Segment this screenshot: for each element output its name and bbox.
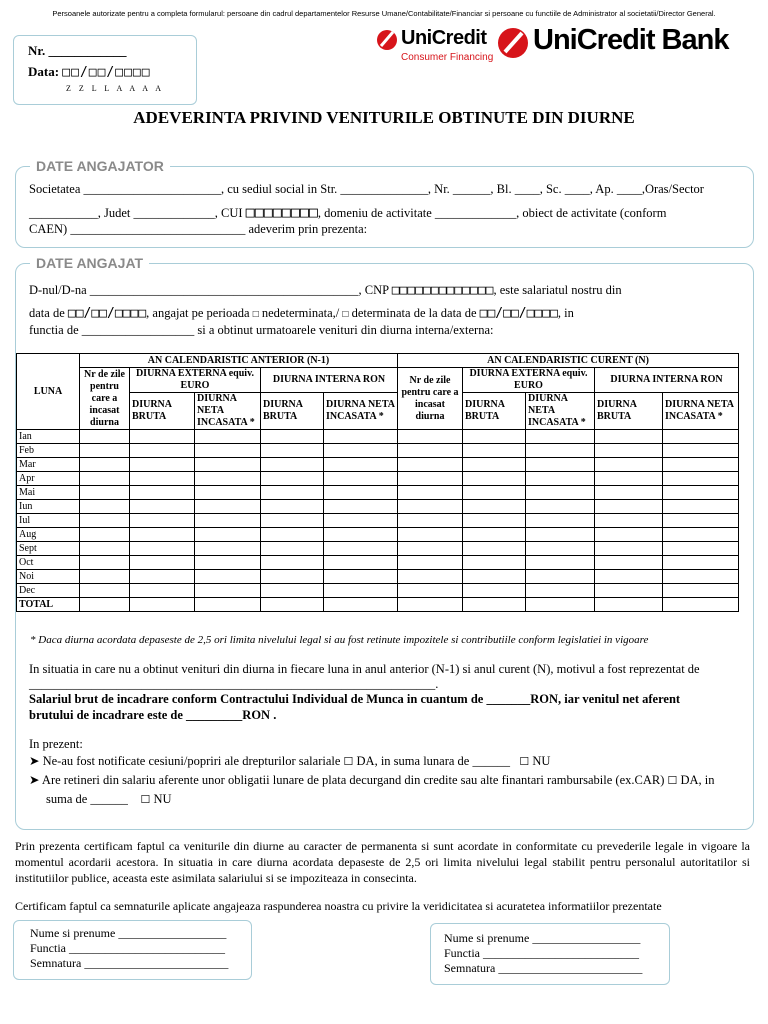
signature-right-fields (444, 931, 642, 976)
employer-judet-cui: ___________, Judet _____________, CUI (29, 206, 243, 220)
table-cell[interactable] (195, 514, 261, 528)
table-cell[interactable] (398, 500, 463, 514)
table-cell[interactable] (526, 570, 595, 584)
cui-squares[interactable]: □□□□□□□□ (245, 203, 318, 221)
table-row (17, 514, 739, 528)
indefinite-checkbox[interactable]: □ (252, 309, 259, 320)
certification-line: Certificam faptul ca semnaturile aplicate angajeaza raspunderea noastra cu privire la veridicitatea si acuratetea informatiilor prezentate (15, 899, 662, 913)
bullet-1-da: DA, in suma lunara de ______ (356, 754, 510, 768)
table-cell[interactable] (195, 584, 261, 598)
table-cell[interactable] (80, 458, 130, 472)
employee-since: , este salariatul nostru din (493, 283, 622, 297)
employee-name-cnp: D-nul/D-na ___________________________________________, CNP (29, 283, 389, 297)
table-cell[interactable] (663, 514, 739, 528)
signature-left-fields (30, 926, 228, 971)
table-cell[interactable] (595, 430, 663, 444)
table-cell[interactable] (80, 584, 130, 598)
table-cell[interactable] (463, 486, 526, 500)
table-cell[interactable] (261, 514, 324, 528)
table-cell[interactable] (80, 528, 130, 542)
cnp-squares[interactable]: □□□□□□□□□□□□□ (391, 283, 494, 298)
table-row (17, 472, 739, 486)
month-label: Feb (17, 444, 80, 458)
table-row (17, 584, 739, 598)
table-cell[interactable] (130, 528, 195, 542)
table-row (17, 500, 739, 514)
table-cell[interactable] (595, 556, 663, 570)
month-label: Iul (17, 514, 80, 528)
table-cell[interactable] (398, 444, 463, 458)
in-label: , in (557, 306, 574, 320)
table-cell[interactable] (324, 584, 398, 598)
previous-year-header: AN CALENDARISTIC ANTERIOR (N-1) (80, 354, 398, 368)
current-year-header: AN CALENDARISTIC CURENT (N) (398, 354, 739, 368)
table-cell[interactable] (663, 598, 739, 612)
table-cell[interactable] (195, 444, 261, 458)
unicredit-bank-emblem-icon (497, 26, 531, 60)
table-cell[interactable] (195, 598, 261, 612)
table-cell[interactable] (80, 542, 130, 556)
table-cell[interactable] (261, 598, 324, 612)
table-cell[interactable] (130, 598, 195, 612)
table-cell[interactable] (195, 430, 261, 444)
left-function-field[interactable]: Functia __________________________ (30, 941, 225, 955)
table-cell[interactable] (663, 570, 739, 584)
table-cell[interactable] (595, 570, 663, 584)
table-cell[interactable] (261, 430, 324, 444)
table-cell[interactable] (195, 570, 261, 584)
table-cell[interactable] (80, 598, 130, 612)
cesiuni-nu-checkbox[interactable]: ☐ (519, 756, 530, 768)
table-cell[interactable] (130, 570, 195, 584)
table-row (17, 444, 739, 458)
table-row (17, 570, 739, 584)
table-cell[interactable] (463, 500, 526, 514)
certification-paragraph: Prin prezenta certificam faptul ca veniturile din diurne au caracter de permanenta si sunt acordate in conformitate cu prevederile legale in vigoare la momentul acordarii acestora. In situatia in care diurna acordata depaseste de 2,5 ori limita nivelului legal stabilit pentru personalul autoritatilor si institutiilor publice, aceasta este asimilata salariului si se impoziteaza in consecinta. (15, 839, 750, 885)
table-cell[interactable] (195, 528, 261, 542)
bullet-2-sum[interactable]: suma de ______ (46, 792, 128, 806)
table-cell[interactable] (663, 430, 739, 444)
per-diem-table (16, 353, 739, 612)
definite-date-squares[interactable]: □□/□□/□□□□ (479, 306, 558, 321)
table-cell[interactable] (595, 486, 663, 500)
right-name-field[interactable]: Nume si prenume __________________ (444, 931, 641, 945)
table-cell[interactable] (130, 542, 195, 556)
definite-checkbox[interactable]: □ (342, 309, 349, 320)
prev-external-header: DIURNA EXTERNA equiv. EURO (130, 368, 261, 393)
table-cell[interactable] (595, 598, 663, 612)
table-cell[interactable] (595, 584, 663, 598)
employee-date-label: data de (29, 306, 65, 320)
table-cell[interactable] (261, 500, 324, 514)
table-cell[interactable] (398, 514, 463, 528)
right-function-field[interactable]: Functia __________________________ (444, 946, 639, 960)
employer-activity: , domeniu de activitate _____________, obiect de activitate (conform (317, 206, 667, 220)
table-cell[interactable] (398, 584, 463, 598)
table-cell[interactable] (130, 556, 195, 570)
table-cell[interactable] (398, 430, 463, 444)
table-cell[interactable] (324, 500, 398, 514)
bullet-1-nu: NU (532, 754, 551, 768)
total-row (17, 598, 739, 612)
table-cell[interactable] (130, 584, 195, 598)
table-cell[interactable] (526, 514, 595, 528)
bullet-2-cont (46, 790, 172, 810)
date-label: Data: (28, 64, 60, 79)
table-cell[interactable] (261, 570, 324, 584)
table-cell[interactable] (663, 444, 739, 458)
table-cell[interactable] (526, 444, 595, 458)
right-signature-field[interactable]: Semnatura ________________________ (444, 961, 643, 975)
document-date-field[interactable] (28, 64, 151, 80)
table-row (17, 556, 739, 570)
table-cell[interactable] (463, 528, 526, 542)
table-cell[interactable] (80, 514, 130, 528)
reason-blank[interactable]: _________________________________________________________________. (29, 677, 439, 691)
table-cell[interactable] (526, 584, 595, 598)
table-cell[interactable] (526, 500, 595, 514)
table-cell[interactable] (80, 444, 130, 458)
table-cell[interactable] (398, 556, 463, 570)
retineri-da-checkbox[interactable]: ☐ (667, 775, 678, 787)
authorized-persons-note: Persoanele autorizate pentru a completa formularul: persoane din cadrul departamentelor Resurse Umane/Contabilitate/Financiar si persoane cu functiile de Administrator al societatii/Director General. (52, 9, 716, 18)
table-cell[interactable] (463, 458, 526, 472)
prev-int-bruta-header: DIURNA BRUTA (261, 393, 324, 430)
table-cell[interactable] (463, 444, 526, 458)
date-squares[interactable]: □□/□□/□□□□ (62, 65, 151, 80)
left-name-field[interactable]: Nume si prenume __________________ (30, 926, 227, 940)
employer-line-3[interactable]: CAEN) ____________________________ adeverim prin prezenta: (29, 222, 368, 236)
table-cell[interactable] (398, 472, 463, 486)
arrow-bullet-icon: ➤ (29, 754, 40, 768)
table-cell[interactable] (463, 430, 526, 444)
logo1-subtitle: Consumer Financing (401, 52, 494, 63)
bullet-2 (29, 771, 715, 791)
salary-line-1[interactable]: Salariul brut de incadrare conform Contractului Individual de Munca in cuantum de _______RON, iar venitul net aferent (29, 692, 681, 706)
table-cell[interactable] (324, 598, 398, 612)
logo2-name: UniCredit Bank (533, 24, 729, 56)
table-cell[interactable] (261, 472, 324, 486)
table-cell[interactable] (130, 472, 195, 486)
table-cell[interactable] (261, 542, 324, 556)
month-label: Ian (17, 430, 80, 444)
table-cell[interactable] (324, 458, 398, 472)
table-cell[interactable] (663, 584, 739, 598)
table-cell[interactable] (195, 500, 261, 514)
table-cell[interactable] (526, 458, 595, 472)
table-cell[interactable] (80, 430, 130, 444)
table-row (17, 528, 739, 542)
unicredit-consumer-financing-logo (375, 26, 493, 68)
table-cell[interactable] (463, 472, 526, 486)
table-cell[interactable] (526, 430, 595, 444)
table-cell[interactable] (663, 472, 739, 486)
luna-header: LUNA (17, 354, 80, 430)
table-cell[interactable] (663, 486, 739, 500)
table-cell[interactable] (324, 444, 398, 458)
table-cell[interactable] (195, 486, 261, 500)
table-cell[interactable] (324, 542, 398, 556)
month-label: Aug (17, 528, 80, 542)
month-label: Mar (17, 458, 80, 472)
table-cell[interactable] (463, 542, 526, 556)
table-cell[interactable] (595, 500, 663, 514)
month-label: Sept (17, 542, 80, 556)
in-prezent-label: In prezent: (29, 737, 83, 751)
table-cell[interactable] (130, 430, 195, 444)
table-cell[interactable] (80, 500, 130, 514)
table-row (17, 486, 739, 500)
retineri-nu-checkbox[interactable]: ☐ (140, 794, 151, 806)
table-cell[interactable] (195, 458, 261, 472)
employee-line-1[interactable] (29, 281, 622, 300)
definite-label: determinata de la data de (351, 306, 477, 320)
table-cell[interactable] (261, 444, 324, 458)
employment-period-label: , angajat pe perioada (146, 306, 250, 320)
table-cell[interactable] (463, 514, 526, 528)
table-cell[interactable] (398, 570, 463, 584)
table-cell[interactable] (80, 486, 130, 500)
table-cell[interactable] (595, 472, 663, 486)
table-cell[interactable] (130, 486, 195, 500)
table-cell[interactable] (526, 486, 595, 500)
table-cell[interactable] (526, 542, 595, 556)
bullet-1-text: Ne-au fost notificate cesiuni/popriri ale drepturilor salariale (42, 754, 341, 768)
table-cell[interactable] (324, 570, 398, 584)
prev-ext-bruta-header: DIURNA BRUTA (130, 393, 195, 430)
table-row (17, 458, 739, 472)
bullet-2-nu: NU (153, 792, 172, 806)
table-cell[interactable] (261, 584, 324, 598)
table-cell[interactable] (261, 486, 324, 500)
table-cell[interactable] (398, 486, 463, 500)
table-cell[interactable] (463, 584, 526, 598)
table-cell[interactable] (130, 514, 195, 528)
date-format-hint: Z Z L L A A A A (66, 84, 164, 93)
prev-days-header: Nr de zile pentru care a incasat diurna (80, 368, 130, 430)
table-cell[interactable] (663, 458, 739, 472)
bullet-1 (29, 752, 550, 772)
month-label: Iun (17, 500, 80, 514)
document-number-field[interactable]: Nr. ____________ (28, 43, 127, 58)
table-cell[interactable] (261, 528, 324, 542)
table-cell[interactable] (261, 556, 324, 570)
month-label: Noi (17, 570, 80, 584)
table-cell[interactable] (595, 528, 663, 542)
table-cell[interactable] (398, 528, 463, 542)
table-cell[interactable] (324, 556, 398, 570)
month-label: Mai (17, 486, 80, 500)
table-cell[interactable] (80, 570, 130, 584)
document-title: ADEVERINTA PRIVIND VENITURILE OBTINUTE DIN DIURNE (133, 108, 635, 127)
table-cell[interactable] (324, 472, 398, 486)
table-cell[interactable] (526, 598, 595, 612)
table-cell[interactable] (526, 556, 595, 570)
table-cell[interactable] (663, 500, 739, 514)
employment-date-squares[interactable]: □□/□□/□□□□ (67, 306, 147, 321)
table-cell[interactable] (398, 542, 463, 556)
table-cell[interactable] (195, 556, 261, 570)
employer-section-title: DATE ANGAJATOR (30, 158, 170, 174)
month-label: TOTAL (17, 598, 80, 612)
table-cell[interactable] (663, 542, 739, 556)
employee-section-title: DATE ANGAJAT (30, 255, 149, 271)
reason-line: In situatia in care nu a obtinut venituri din diurna in fiecare luna in anul anterior (N-1) si anul curent (N), motivul a fost reprezentat de (29, 662, 700, 676)
curr-internal-header: DIURNA INTERNA RON (595, 368, 739, 393)
table-cell[interactable] (195, 542, 261, 556)
table-cell[interactable] (595, 458, 663, 472)
table-cell[interactable] (398, 598, 463, 612)
table-cell[interactable] (463, 570, 526, 584)
table-cell[interactable] (526, 528, 595, 542)
curr-external-header: DIURNA EXTERNA equiv. EURO (463, 368, 595, 393)
logo1-name: UniCredit (401, 27, 487, 49)
month-label: Dec (17, 584, 80, 598)
table-cell[interactable] (324, 486, 398, 500)
employer-line-1[interactable]: Societatea ______________________, cu sediul social in Str. ______________, Nr. ______, Bl. ____, Sc. ____, Ap. ____,Oras/Sector (29, 182, 704, 196)
month-label: Apr (17, 472, 80, 486)
bullet-2-da: DA, in (680, 773, 715, 787)
table-cell[interactable] (398, 458, 463, 472)
table-cell[interactable] (130, 500, 195, 514)
curr-int-bruta-header: DIURNA BRUTA (595, 393, 663, 430)
cesiuni-da-checkbox[interactable]: ☐ (343, 756, 354, 768)
curr-days-header: Nr de zile pentru care a incasat diurna (398, 368, 463, 430)
table-cell[interactable] (663, 528, 739, 542)
curr-int-neta-header: DIURNA NETA INCASATA * (663, 393, 739, 430)
table-cell[interactable] (80, 556, 130, 570)
arrow-bullet-icon: ➤ (29, 773, 40, 787)
table-cell[interactable] (195, 472, 261, 486)
table-cell[interactable] (595, 514, 663, 528)
bullet-2-text: Are retineri din salariu aferente unor obligatii lunare de plata decurgand din credite sau alte finantari rambursabile (ex.CAR) (41, 773, 665, 787)
table-cell[interactable] (324, 528, 398, 542)
curr-ext-bruta-header: DIURNA BRUTA (463, 393, 526, 430)
table-cell[interactable] (324, 430, 398, 444)
month-label: Oct (17, 556, 80, 570)
table-cell[interactable] (526, 472, 595, 486)
indefinite-label: nedeterminata,/ (261, 306, 340, 320)
table-cell[interactable] (595, 542, 663, 556)
table-cell[interactable] (80, 472, 130, 486)
left-signature-field[interactable]: Semnatura ________________________ (30, 956, 229, 970)
table-cell[interactable] (463, 556, 526, 570)
curr-ext-neta-header: DIURNA NETA INCASATA * (526, 393, 595, 430)
prev-int-neta-header: DIURNA NETA INCASATA * (324, 393, 398, 430)
prev-ext-neta-header: DIURNA NETA INCASATA * (195, 393, 261, 430)
footnote: * Daca diurna acordata depaseste de 2,5 ori limita nivelului legal si au fost retinute impozitele si contributiile conform legislatiei in vigoare (30, 634, 649, 646)
table-cell[interactable] (130, 458, 195, 472)
table-cell[interactable] (130, 444, 195, 458)
table-cell[interactable] (261, 458, 324, 472)
table-cell[interactable] (324, 514, 398, 528)
table-cell[interactable] (595, 444, 663, 458)
prev-internal-header: DIURNA INTERNA RON (261, 368, 398, 393)
table-cell[interactable] (463, 598, 526, 612)
table-cell[interactable] (663, 556, 739, 570)
salary-line-2[interactable]: brutului de incadrare este de _________RON . (29, 708, 277, 722)
table-row (17, 430, 739, 444)
table-row (17, 542, 739, 556)
employee-line-3[interactable]: functia de __________________ si a obtinut urmatoarele venituri din diurna interna/externa: (29, 323, 494, 337)
